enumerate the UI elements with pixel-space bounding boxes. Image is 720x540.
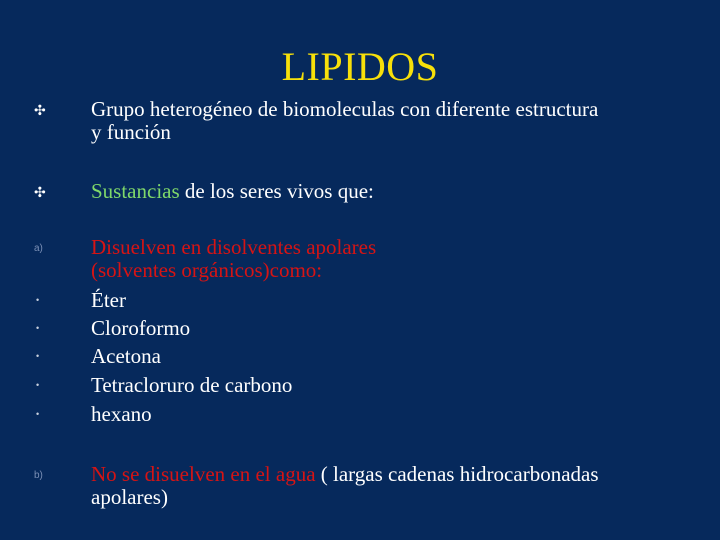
dot-bullet-icon: •	[36, 409, 40, 419]
subitem-b-text	[91, 463, 691, 509]
subitem-a-text	[91, 236, 691, 282]
bullet-text	[91, 98, 691, 144]
list-item-text: Cloroformo	[91, 316, 191, 340]
dot-bullet-icon: •	[36, 351, 40, 361]
bullet-text-rest: de los seres vivos que:	[179, 179, 374, 203]
dot-bullet-icon: •	[36, 380, 40, 390]
subitem-a-line-2: (solventes orgánicos)como:	[91, 258, 323, 282]
highlight-sustancias: Sustancias	[91, 179, 180, 203]
subitem-a-label: a)	[34, 243, 43, 254]
list-item-text: Éter	[91, 288, 126, 312]
bullet-cross-icon: ✣	[34, 102, 46, 118]
subitem-b-text-rest: ( largas cadenas hidrocarbonadas	[315, 462, 599, 486]
subitem-a-line-1: Disuelven en disolventes apolares	[91, 235, 377, 259]
highlight-no-se-disuelven: No se disuelven en el agua	[91, 462, 316, 486]
subitem-b-label: b)	[34, 470, 43, 481]
bullet-text	[91, 180, 691, 203]
list-item-text: Tetracloruro de carbono	[91, 373, 293, 397]
bullet-cross-icon: ✣	[34, 184, 46, 200]
slide-title: LIPIDOS	[281, 44, 439, 89]
bullet-line-2: y función	[91, 120, 171, 144]
subitem-b-line-2: apolares)	[91, 485, 168, 509]
list-item-text: hexano	[91, 402, 152, 426]
bullet-line-1: Grupo heterogéneo de biomoleculas con diferente estructura	[91, 97, 599, 121]
dot-bullet-icon: •	[36, 323, 40, 333]
list-item-text: Acetona	[91, 344, 161, 368]
dot-bullet-icon: •	[36, 295, 40, 305]
